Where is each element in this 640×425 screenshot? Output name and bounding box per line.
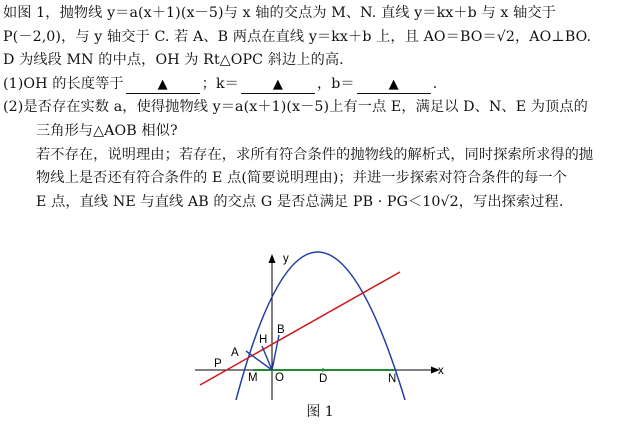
figure-caption: 图 1 — [306, 404, 334, 420]
problem-line-3: D 为线段 MN 的中点，OH 为 Rt△OPC 斜边上的高. — [3, 52, 344, 69]
part1-end: . — [432, 75, 438, 92]
line-ab — [200, 272, 400, 385]
segment-bo — [272, 335, 279, 370]
question-part-2-line-5: E 点，直线 NE 与直线 AB 的交点 G 是否总满足 PB · PG＜10√2，写出探索过程. — [36, 193, 564, 210]
part1-prefix: (1)OH 的长度等于 — [3, 75, 124, 92]
label-d: D — [319, 373, 328, 385]
problem-line-2: P(－2,0)，与 y 轴交于 C. 若 A、B 两点在直线 y＝kx＋b 上，且 AO＝BO＝√2，AO⊥BO. — [3, 28, 592, 45]
question-part-2-line-2: 三角形与△AOB 相似? — [36, 122, 178, 139]
blank-marker: ▲ — [157, 76, 168, 92]
label-o: O — [275, 372, 284, 384]
label-a: A — [231, 347, 239, 359]
label-y-axis: y — [283, 253, 289, 265]
point-d — [321, 368, 324, 371]
blank-marker: ▲ — [388, 76, 399, 92]
y-axis-arrow — [269, 254, 276, 263]
label-n: N — [388, 373, 397, 385]
blank-marker: ▲ — [272, 76, 283, 92]
question-part-2-line-1: (2)是否存在实数 a，使得抛物线 y＝a(x＋1)(x－5)上有一点 E，满足以 D、N、E 为顶点的 — [3, 99, 588, 116]
question-part-2-line-4: 物线上是否还有符合条件的 E 点(简要说明理由)；并进一步探索对符合条件的每一个 — [36, 170, 568, 187]
question-part-2-line-3: 若不存在，说明理由；若存在，求所有符合条件的抛物线的解析式，同时探索所求得的抛 — [36, 146, 594, 163]
part1-sep-k: ；k＝ — [201, 75, 239, 92]
label-x-axis: x — [438, 365, 444, 377]
label-p: P — [214, 358, 222, 370]
label-h: H — [259, 334, 268, 346]
problem-line-1: 如图 1，抛物线 y＝a(x＋1)(x－5)与 x 轴的交点为 M、N. 直线 y＝kx＋b 与 x 轴交于 — [3, 5, 556, 21]
label-m: M — [248, 372, 258, 384]
label-b: B — [277, 324, 285, 336]
part1-sep-b: ，b＝ — [316, 75, 355, 92]
